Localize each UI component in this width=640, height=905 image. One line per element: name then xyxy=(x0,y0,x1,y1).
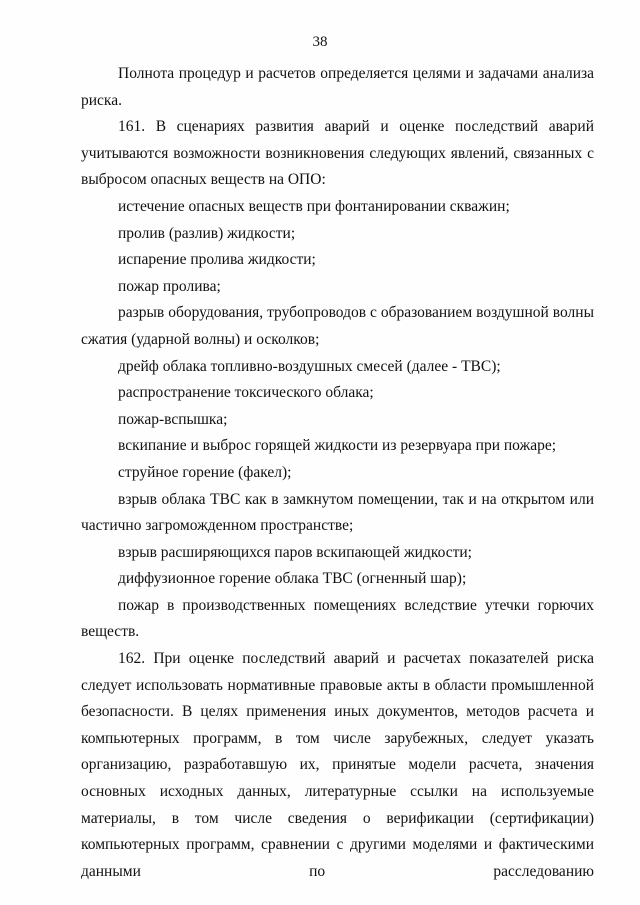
list-item-cloud-drift: дрейф облака топливно-воздушных смесей (далее - ТВС); xyxy=(118,357,501,375)
list-item-well-blowout: истечение опасных веществ при фонтанировании скважин; xyxy=(118,197,510,215)
list-item-cloud-explosion: взрыв облака ТВС как в замкнутом помещении, так и на открытом или частично загроможденном пространстве; xyxy=(81,490,594,535)
list-item-liquid-spill: пролив (разлив) жидкости; xyxy=(118,224,296,242)
list-item-toxic-cloud: распространение токсического облака; xyxy=(118,384,374,402)
page-number: 38 xyxy=(312,34,328,50)
list-item-fireball: диффузионное горение облака ТВС (огненный шар); xyxy=(118,570,467,588)
list-item-flash-fire: пожар-вспышка; xyxy=(118,410,228,428)
list-item-spill-evaporation: испарение пролива жидкости; xyxy=(118,251,316,269)
list-item-pool-fire: пожар пролива; xyxy=(118,277,221,295)
paragraph-162: 162. При оценке последствий аварий и расчетах показателей риска следует использовать нормативные правовые акты в области промышленной безопасности. В целях применения иных документов, методов расчета и компьютерных программ, в том числе зарубежных, следует указать организацию, разработавшую их, принятые модели расчета, значения основных исходных данных, литературные ссылки на используемые материалы, в том числе сведения о верификации (сертификации) компьютерных программ, сравнении с другими моделями и фактическими данными по расследованию xyxy=(81,650,594,880)
list-item-boilover: вскипание и выброс горящей жидкости из резервуара при пожаре; xyxy=(118,437,557,455)
list-item-jet-fire: струйное горение (факел); xyxy=(118,463,292,481)
paragraph-161-intro: 161. В сценариях развития аварий и оценке последствий аварий учитываются возможности возникновения следующих явлений, связанных с выбросом опасных веществ на ОПО: xyxy=(81,118,594,189)
document-body xyxy=(81,61,594,885)
list-item-bleve: взрыв расширяющихся паров вскипающей жидкости; xyxy=(118,543,472,561)
paragraph-scope-definition: Полнота процедур и расчетов определяется целями и задачами анализа риска. xyxy=(81,65,594,109)
list-item-indoor-fire: пожар в производственных помещениях вследствие утечки горючих веществ. xyxy=(81,596,594,641)
list-item-equipment-rupture: разрыв оборудования, трубопроводов с образованием воздушной волны сжатия (ударной волны) и осколков; xyxy=(81,304,594,348)
